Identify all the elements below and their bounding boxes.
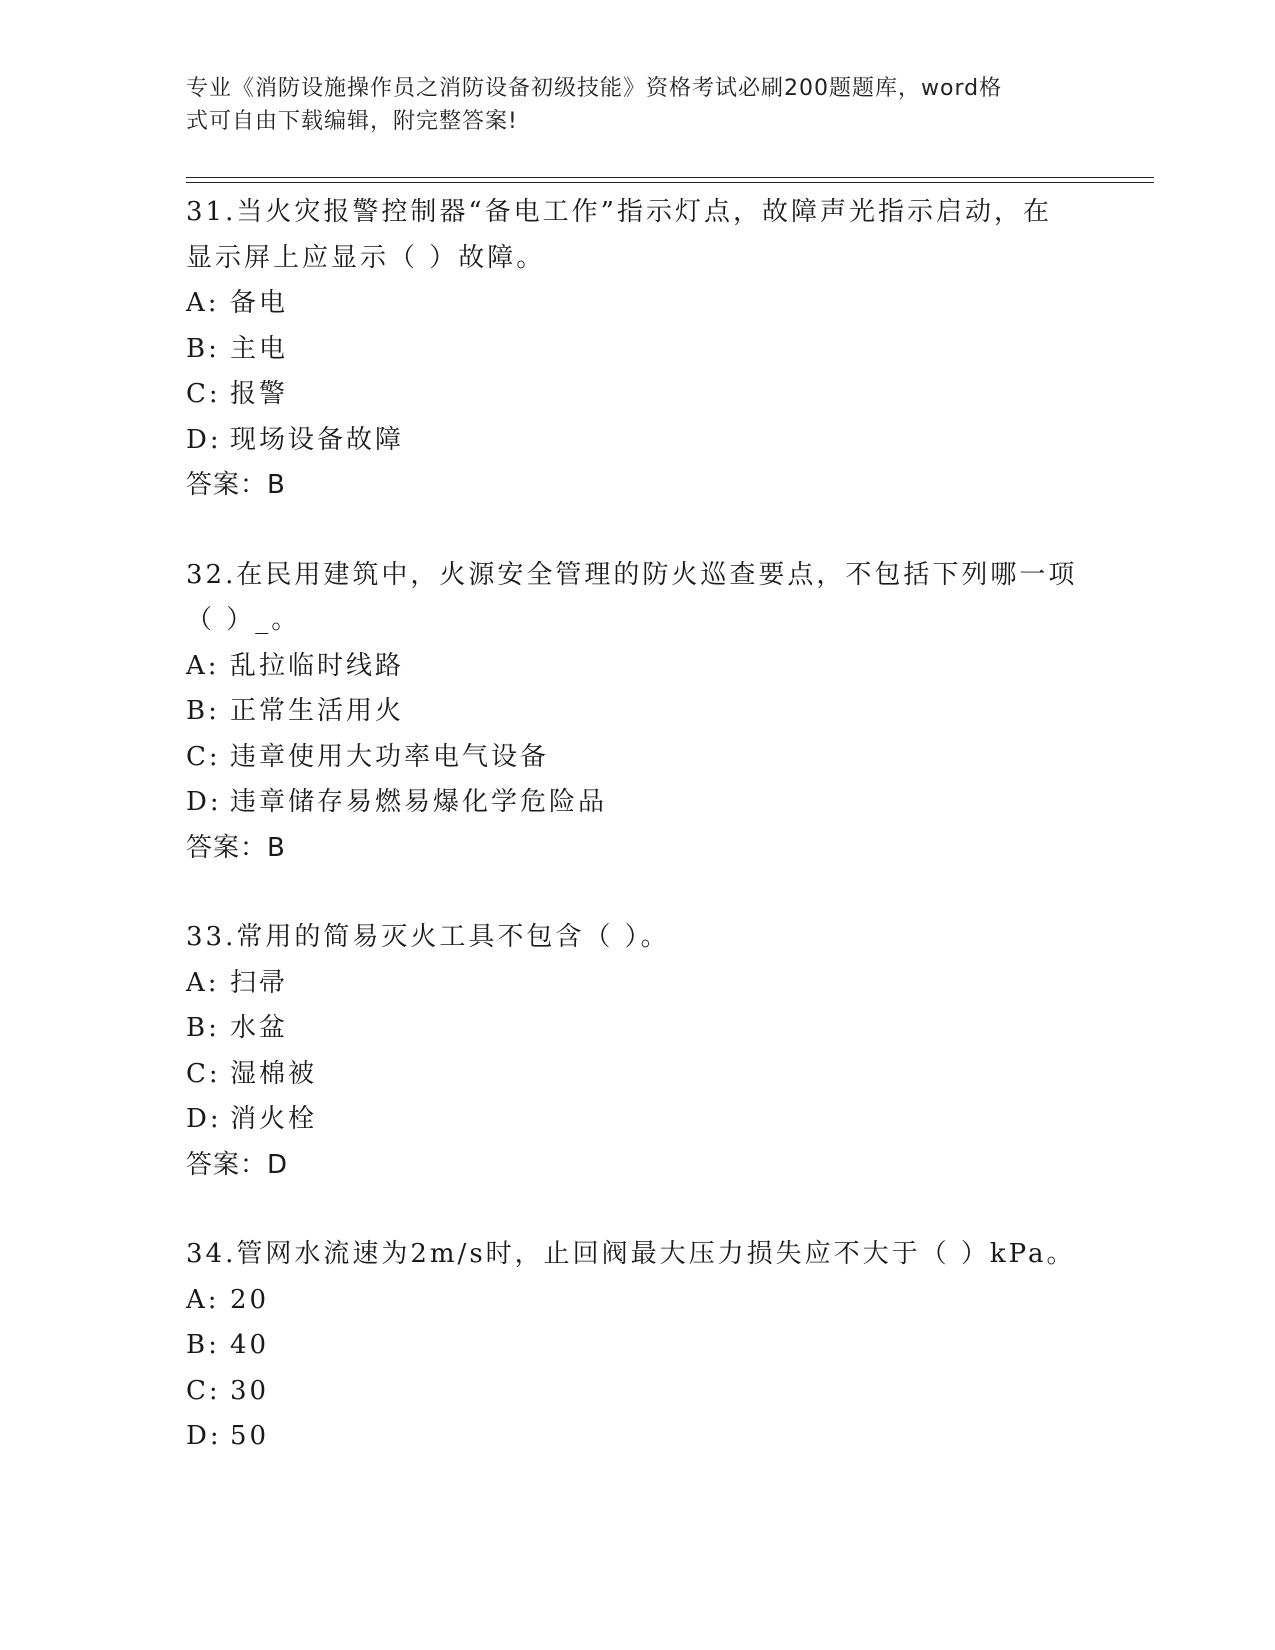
option-letter: D: [186,1104,222,1134]
option-d [186,780,1086,826]
question-32 [186,553,1086,872]
option-text: 违章使用大功率电气设备 [230,741,550,772]
option-c [186,1052,1086,1098]
question-text-line-2: 显示屏上应显示（ ）故障。 [186,242,546,273]
question-text [186,553,1086,599]
option-a [186,281,1086,327]
option-letter: C: [186,1375,221,1406]
option-c [186,1369,1086,1415]
option-b [186,1323,1086,1369]
option-text: 报警 [230,379,289,409]
header-divider-top [186,177,1154,178]
option-letter: B: [186,1330,220,1360]
option-letter: A: [186,650,220,681]
option-text: 乱拉临时线路 [230,650,405,681]
question-number: 33. [186,922,237,952]
option-letter: D: [186,424,222,455]
option-letter: A: [186,967,220,998]
option-letter: B: [186,696,220,726]
option-d [186,418,1086,464]
option-text: 现场设备故障 [230,424,405,455]
question-text-line-1: 在民用建筑中，火源安全管理的防火巡查要点，不包括下列哪一项 [236,559,1078,590]
option-text: 湿棉被 [230,1058,318,1089]
option-b [186,1006,1086,1052]
question-spacer [186,509,1086,553]
option-letter: C: [186,379,221,409]
option-text: 40 [230,1330,270,1360]
question-number: 32. [186,559,237,590]
option-letter: D: [186,787,222,817]
option-letter: A: [186,1284,220,1315]
question-34 [186,1232,1086,1460]
option-a [186,961,1086,1007]
option-text: 主电 [230,333,289,364]
header-divider-bottom [186,182,1154,183]
question-31 [186,190,1086,509]
option-d [186,1414,1086,1460]
option-text: 30 [230,1375,270,1406]
question-text [186,915,1086,961]
question-spacer [186,1188,1086,1232]
option-text: 备电 [230,288,289,318]
question-spacer [186,871,1086,915]
option-text: 50 [230,1421,270,1451]
option-b [186,327,1086,373]
option-text: 20 [230,1284,270,1315]
option-letter: C: [186,1058,221,1089]
option-text: 扫帚 [230,967,289,998]
option-b [186,689,1086,735]
header-line-1: 专业《消防设施操作员之消防设备初级技能》资格考试必刷200题题库，word格 [186,76,1003,101]
question-text-line-2: （ ）_。 [186,605,301,635]
question-text [186,1232,1086,1278]
question-text-line-1: 常用的简易灭火工具不包含（ ）。 [236,922,670,952]
question-list [186,190,1086,1460]
answer-line: 答案：B [186,470,286,500]
option-letter: B: [186,333,220,364]
header-line-2: 式可自由下载编辑，附完整答案! [186,109,518,134]
option-letter: D: [186,1421,222,1451]
option-d [186,1097,1086,1143]
question-text-line-1: 管网水流速为2m/s时，止回阀最大压力损失应不大于（ ）kPa。 [236,1239,1076,1269]
answer-line: 答案：B [186,832,286,863]
answer-line: 答案：D [186,1149,289,1180]
question-text [186,190,1086,236]
question-text-line-1: 当火灾报警控制器“备电工作”指示灯点，故障声光指示启动，在 [236,197,1052,227]
option-text: 水盆 [230,1013,289,1043]
option-text: 消火栓 [230,1104,318,1134]
option-c [186,735,1086,781]
question-33 [186,915,1086,1188]
question-number: 31. [186,197,237,227]
option-text: 违章储存易燃易爆化学危险品 [230,787,608,817]
option-text: 正常生活用火 [230,696,405,726]
option-letter: B: [186,1013,220,1043]
question-number: 34. [186,1239,237,1269]
option-c [186,372,1086,418]
option-letter: A: [186,288,220,318]
option-a [186,644,1086,690]
option-a [186,1278,1086,1324]
option-letter: C: [186,741,221,772]
document-header [186,72,1066,138]
